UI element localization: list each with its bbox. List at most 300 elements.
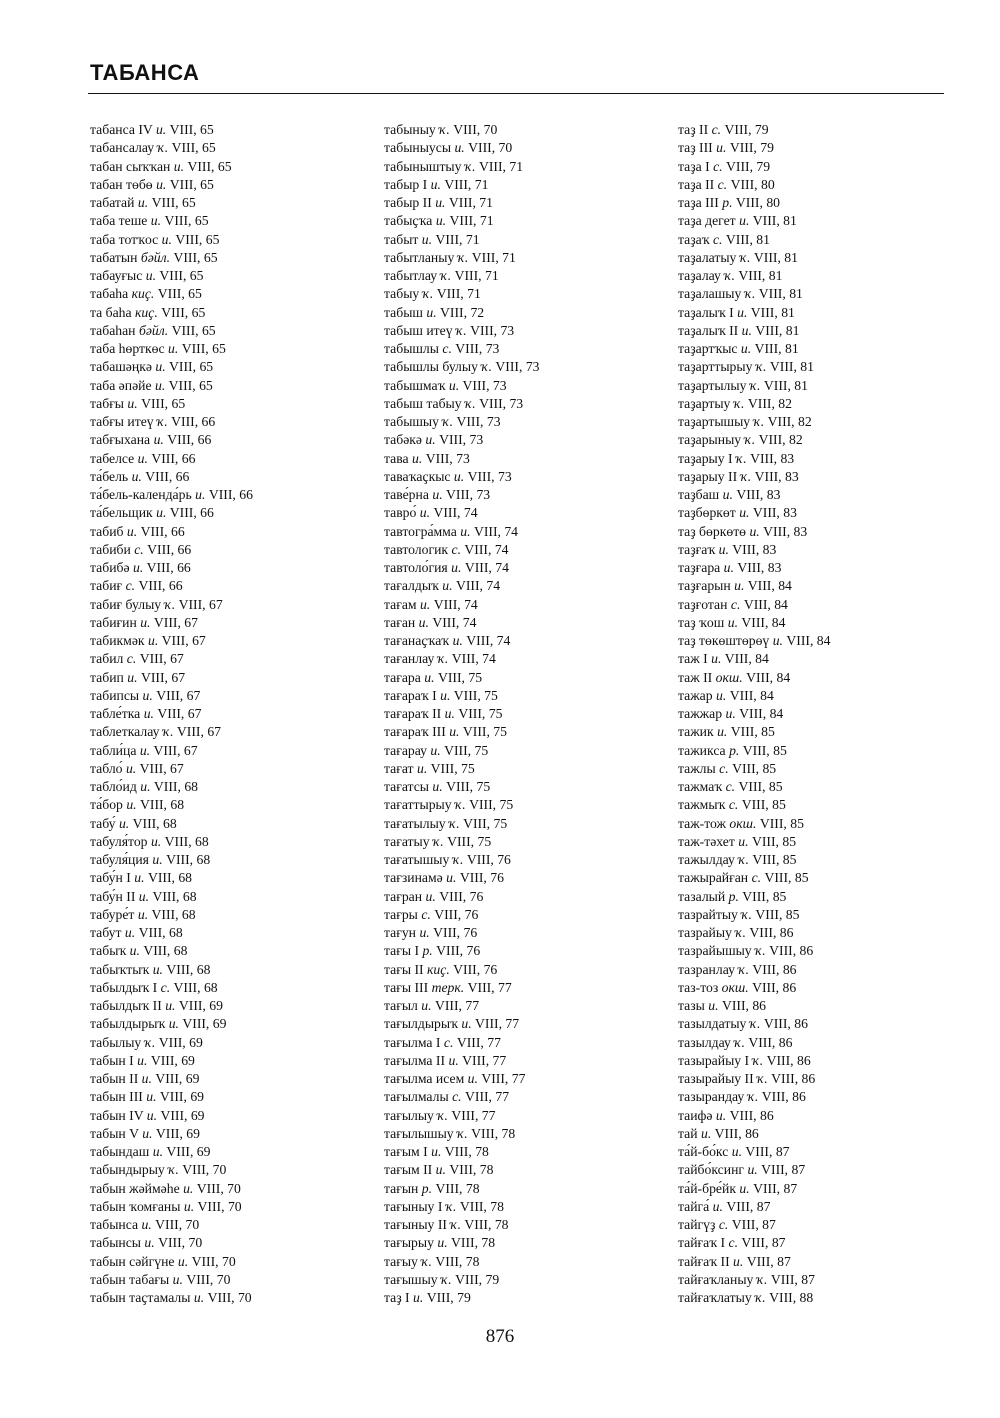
- entry-reference: VIII, 81: [769, 359, 814, 375]
- index-entry: [90, 997, 380, 1015]
- index-entry: [90, 468, 380, 486]
- entry-reference: VIII, 82: [747, 395, 792, 411]
- index-entry: [90, 523, 380, 541]
- index-entry: [90, 395, 380, 413]
- entry-pos-abbr: ҡ.: [753, 414, 765, 429]
- entry-headword: таҙа II: [678, 176, 715, 192]
- index-entry: [384, 632, 674, 650]
- entry-reference: VIII, 86: [729, 1107, 774, 1123]
- index-entry: [90, 979, 380, 997]
- entry-headword: тазрайышыу: [678, 943, 752, 959]
- index-entry: [384, 778, 674, 796]
- entry-reference: VIII, 84: [729, 687, 774, 703]
- entry-reference: VIII, 76: [439, 888, 484, 904]
- entry-pos-abbr: и.: [741, 322, 752, 338]
- index-entry: [384, 1271, 674, 1289]
- entry-pos-abbr: ҡ.: [734, 1034, 745, 1050]
- entry-pos-abbr: ҡ.: [164, 596, 176, 612]
- entry-headword: тава: [384, 450, 409, 466]
- index-entry: [90, 304, 380, 322]
- entry-reference: VIII, 68: [140, 797, 185, 813]
- entry-pos-abbr: и.: [154, 377, 166, 393]
- index-entry: [678, 285, 968, 303]
- index-entry: [384, 1070, 674, 1088]
- index-entry: [90, 760, 380, 778]
- index-entry: [384, 450, 674, 468]
- entry-pos-abbr: ҡ.: [450, 1217, 461, 1232]
- entry-reference: VIII, 86: [721, 998, 767, 1013]
- index-entry: [90, 139, 380, 157]
- index-entry: [90, 1015, 380, 1033]
- index-entry: [678, 833, 968, 851]
- index-entry: [678, 1034, 968, 1052]
- entry-pos-abbr: и.: [140, 779, 151, 794]
- entry-pos-abbr: и.: [152, 1144, 163, 1159]
- entry-headword: табансалау: [90, 140, 155, 156]
- entry-pos-abbr: и.: [127, 669, 138, 685]
- entry-pos-abbr: ҡ.: [157, 140, 169, 156]
- entry-headword: табыныу: [384, 122, 436, 137]
- entry-reference: VIII, 84: [743, 596, 788, 612]
- entry-reference: VIII, 85: [741, 797, 786, 813]
- entry-pos-abbr: и.: [432, 487, 443, 502]
- entry-headword: тазрайтыу: [678, 906, 738, 922]
- entry-reference: VIII, 83: [752, 505, 797, 521]
- entry-reference: VIII, 74: [455, 578, 501, 594]
- entry-pos-abbr: окш.: [729, 815, 757, 831]
- entry-pos-abbr: и.: [155, 359, 166, 375]
- entry-pos-abbr: и.: [449, 724, 460, 740]
- entry-pos-abbr: с.: [452, 1089, 462, 1105]
- entry-pos-abbr: с.: [712, 231, 723, 247]
- index-entry: [90, 358, 380, 376]
- entry-pos-abbr: с.: [751, 870, 762, 886]
- entry-headword: таҙбаш: [678, 487, 720, 502]
- entry-reference: VIII, 65: [169, 122, 214, 137]
- entry-pos-abbr: ҡ.: [724, 268, 735, 283]
- entry-pos-abbr: и.: [118, 815, 130, 831]
- entry-headword: таҙ төкөштөрөү: [678, 633, 770, 648]
- entry-reference: VIII, 87: [770, 1271, 815, 1287]
- index-entry: [384, 1180, 674, 1198]
- entry-pos-abbr: и.: [722, 487, 733, 502]
- entry-reference: VIII, 87: [731, 1217, 776, 1232]
- entry-pos-abbr: окш.: [721, 979, 749, 995]
- entry-pos-abbr: ҡ.: [144, 1034, 156, 1050]
- index-entry: [384, 723, 674, 741]
- index-entry: [678, 139, 968, 157]
- entry-headword: таифә: [678, 1107, 713, 1123]
- entry-headword: табылдыҡ I: [90, 979, 158, 995]
- entry-reference: VIII, 86: [763, 1016, 808, 1032]
- entry-pos-abbr: и.: [152, 852, 163, 867]
- entry-headword: таҙартҡыс: [678, 341, 738, 356]
- entry-headword: табелсе: [90, 450, 135, 466]
- index-entry: [384, 212, 674, 230]
- entry-reference: VIII, 85: [751, 833, 797, 849]
- index-entry: [90, 450, 380, 468]
- entry-headword: табауғыс: [90, 268, 143, 283]
- entry-pos-abbr: и.: [161, 231, 172, 247]
- entry-pos-abbr: ҡ.: [738, 852, 749, 867]
- index-entry: [384, 121, 674, 139]
- index-entry: [384, 815, 674, 833]
- index-entry: [678, 413, 968, 431]
- entry-reference: VIII, 77: [434, 998, 480, 1013]
- entry-headword: табылдырыҡ: [90, 1016, 166, 1032]
- entry-reference: VIII, 82: [767, 414, 812, 429]
- entry-reference: VIII, 78: [471, 1125, 516, 1141]
- entry-pos-abbr: и.: [700, 1125, 712, 1141]
- entry-headword: табындырыу: [90, 1162, 165, 1178]
- index-entry: [90, 486, 380, 504]
- index-entry: [678, 1180, 968, 1198]
- entry-reference: VIII, 73: [467, 468, 512, 484]
- entry-headword: табын II: [90, 1071, 139, 1086]
- index-entry: [384, 1015, 674, 1033]
- entry-reference: VIII, 78: [449, 1162, 494, 1178]
- entry-headword: таз-тоз: [678, 979, 719, 995]
- entry-pos-abbr: и.: [143, 706, 154, 721]
- index-entry: [90, 1234, 380, 1252]
- entry-pos-abbr: бәйл.: [138, 322, 169, 338]
- entry-reference: VIII, 87: [746, 1253, 791, 1269]
- entry-reference: VIII, 70: [182, 1162, 227, 1178]
- entry-pos-abbr: и.: [740, 341, 752, 356]
- index-entry: [90, 650, 380, 668]
- entry-headword: таж II: [678, 669, 713, 685]
- entry-pos-abbr: ҡ.: [445, 1198, 457, 1214]
- index-entry: [384, 249, 674, 267]
- entry-reference: VIII, 70: [155, 1217, 200, 1232]
- entry-headword: тағын: [384, 1180, 419, 1196]
- entry-headword: тазылдау: [678, 1034, 731, 1050]
- entry-pos-abbr: и.: [168, 1016, 179, 1032]
- entry-headword: тағылмалы: [384, 1089, 449, 1105]
- entry-pos-abbr: бәйл.: [140, 249, 171, 265]
- entry-headword: табын табағы: [90, 1271, 170, 1287]
- entry-headword: тазрайыу: [678, 925, 732, 940]
- entry-reference: VIII, 86: [752, 979, 797, 995]
- entry-headword: тайғаҡ I: [678, 1235, 726, 1251]
- entry-reference: VIII, 65: [173, 249, 218, 265]
- index-entry: [678, 596, 968, 614]
- entry-headword: тағалдыҡ: [384, 578, 439, 594]
- entry-pos-abbr: р.: [421, 1180, 433, 1196]
- entry-reference: VIII, 71: [449, 213, 494, 229]
- index-entry: [90, 504, 380, 522]
- entry-headword: таве́рна: [384, 487, 429, 502]
- entry-pos-abbr: и.: [467, 1071, 478, 1086]
- entry-headword: табыш итеү: [384, 322, 453, 338]
- index-entry: [90, 1125, 380, 1143]
- entry-pos-abbr: с.: [443, 1034, 454, 1050]
- entry-reference: VIII, 83: [732, 541, 777, 557]
- index-entry: [678, 176, 968, 194]
- entry-reference: VIII, 69: [178, 998, 223, 1013]
- entry-reference: VIII, 85: [752, 852, 797, 867]
- entry-reference: VIII, 65: [171, 140, 216, 156]
- index-entry: [90, 1070, 380, 1088]
- entry-pos-abbr: и.: [431, 1144, 442, 1159]
- index-entry: [678, 1143, 968, 1161]
- entry-headword: таҙғотан: [678, 596, 728, 612]
- entry-pos-abbr: и.: [737, 304, 748, 320]
- index-entry: [90, 559, 380, 577]
- entry-headword: табышлы: [384, 341, 439, 356]
- entry-pos-abbr: и.: [129, 943, 140, 959]
- entry-headword: тағатылыу: [384, 815, 446, 831]
- entry-headword: тағыу: [384, 1253, 418, 1269]
- entry-reference: VIII, 67: [161, 633, 206, 648]
- index-entry: [384, 760, 674, 778]
- entry-headword: таба һөрткөс: [90, 341, 165, 356]
- index-entry: [90, 322, 380, 340]
- entry-pos-abbr: и.: [717, 724, 728, 740]
- index-entry: [384, 705, 674, 723]
- entry-reference: VIII, 70: [453, 122, 498, 137]
- index-entry: [90, 158, 380, 176]
- entry-pos-abbr: и.: [150, 213, 162, 229]
- entry-reference: VIII, 65: [157, 286, 202, 302]
- entry-headword: тағарау: [384, 742, 427, 758]
- entry-headword: тағараҡ I: [384, 687, 437, 703]
- entry-headword: тағым I: [384, 1144, 428, 1159]
- entry-headword: тавро́: [384, 505, 417, 521]
- entry-reference: VIII, 66: [138, 578, 183, 594]
- entry-pos-abbr: и.: [440, 687, 451, 703]
- entry-pos-abbr: и.: [147, 633, 159, 648]
- index-entry: [90, 942, 380, 960]
- entry-headword: табын жәймәһе: [90, 1180, 180, 1196]
- entry-pos-abbr: и.: [153, 432, 164, 448]
- entry-headword: таҙарыныу: [678, 432, 742, 448]
- entry-headword: табиб: [90, 523, 124, 539]
- entry-reference: VIII, 79: [426, 1290, 471, 1305]
- entry-pos-abbr: и.: [142, 687, 153, 703]
- entry-headword: табипсы: [90, 687, 140, 703]
- entry-reference: VIII, 80: [730, 176, 775, 192]
- entry-reference: VIII, 81: [758, 286, 803, 302]
- entry-reference: VIII, 74: [464, 541, 509, 557]
- entry-pos-abbr: ҡ.: [465, 395, 476, 411]
- index-entry: [384, 596, 674, 614]
- entry-reference: VIII, 69: [166, 1144, 211, 1159]
- entry-headword: таблеткалау: [90, 724, 160, 740]
- entry-pos-abbr: ҡ.: [733, 395, 745, 411]
- entry-headword: тазранлау: [678, 961, 735, 977]
- entry-pos-abbr: и.: [141, 1217, 152, 1232]
- entry-pos-abbr: и.: [137, 450, 148, 466]
- entry-pos-abbr: и.: [448, 1052, 459, 1068]
- entry-headword: та́й-бре́йк: [678, 1180, 736, 1196]
- entry-pos-abbr: с.: [421, 906, 431, 922]
- entry-headword: табыҫҡа: [384, 213, 433, 229]
- entry-headword: тазалый: [678, 888, 726, 904]
- entry-pos-abbr: окш.: [715, 669, 743, 685]
- entry-headword: таҙарттырыу: [678, 359, 753, 375]
- entry-reference: VIII, 67: [156, 687, 201, 703]
- entry-reference: VIII, 85: [742, 888, 787, 904]
- index-entry: [678, 614, 968, 632]
- entry-pos-abbr: и.: [425, 432, 436, 448]
- entry-reference: VIII, 83: [737, 560, 782, 575]
- entry-pos-abbr: и.: [420, 596, 431, 612]
- index-entry: [90, 577, 380, 595]
- entry-reference: VIII, 67: [176, 724, 222, 740]
- entry-pos-abbr: и.: [739, 1180, 750, 1196]
- entry-pos-abbr: ҡ.: [740, 468, 752, 484]
- entry-pos-abbr: ҡ.: [440, 268, 452, 283]
- entry-headword: та́бор: [90, 797, 123, 813]
- entry-pos-abbr: с.: [730, 596, 741, 612]
- entry-headword: тазылдатыу: [678, 1016, 747, 1032]
- entry-headword: тағзинамә: [384, 870, 443, 886]
- entry-headword: тағылышыу: [384, 1125, 454, 1141]
- index-entry: [678, 924, 968, 942]
- entry-reference: VIII, 86: [766, 1052, 811, 1068]
- entry-pos-abbr: р.: [422, 943, 433, 959]
- entry-pos-abbr: и.: [727, 614, 738, 630]
- entry-reference: VIII, 70: [197, 1198, 242, 1214]
- entry-pos-abbr: и.: [131, 468, 142, 484]
- entry-reference: VIII, 86: [714, 1125, 759, 1141]
- index-entry: [384, 468, 674, 486]
- entry-reference: VIII, 68: [164, 833, 209, 849]
- entry-pos-abbr: и.: [138, 888, 150, 904]
- index-entry: [384, 1088, 674, 1106]
- entry-reference: VIII, 65: [161, 304, 206, 320]
- entry-reference: VIII, 73: [439, 432, 484, 448]
- entry-reference: VIII, 81: [750, 304, 795, 320]
- entry-reference: VIII, 87: [761, 1162, 806, 1178]
- index-entry: [678, 815, 968, 833]
- index-entry: [384, 906, 674, 924]
- entry-reference: VIII, 77: [467, 979, 512, 995]
- entry-headword: табаһа: [90, 286, 129, 302]
- entry-reference: VIII, 76: [436, 943, 481, 959]
- index-entry: [384, 431, 674, 449]
- entry-pos-abbr: киҫ.: [135, 304, 158, 320]
- index-entry: [678, 1070, 968, 1088]
- entry-pos-abbr: и.: [137, 1052, 148, 1068]
- entry-pos-abbr: ҡ.: [464, 158, 476, 174]
- entry-reference: VIII, 65: [187, 158, 232, 174]
- entry-headword: таҙарыу II: [678, 468, 738, 484]
- entry-headword: тажик: [678, 724, 714, 740]
- entry-pos-abbr: с.: [728, 1235, 738, 1251]
- entry-reference: VIII, 75: [447, 833, 492, 849]
- index-entry: [384, 377, 674, 395]
- index-entry: [384, 322, 674, 340]
- entry-pos-abbr: и.: [712, 1198, 723, 1214]
- index-entry: [90, 723, 380, 741]
- entry-headword: тағым II: [384, 1162, 433, 1178]
- entry-headword: таҙбөркөт: [678, 505, 736, 521]
- entry-headword: табикмәк: [90, 633, 145, 648]
- entry-reference: VIII, 67: [139, 760, 184, 776]
- index-entry: [90, 924, 380, 942]
- entry-headword: табын V: [90, 1125, 139, 1141]
- entry-headword: тағыл: [384, 998, 418, 1013]
- entry-reference: VIII, 66: [147, 541, 192, 557]
- entry-headword: таҙалатыу: [678, 249, 737, 265]
- entry-reference: VIII, 87: [753, 1180, 798, 1196]
- index-entry: [90, 1107, 380, 1125]
- entry-reference: VIII, 73: [455, 341, 500, 356]
- entry-headword: табыныусы: [384, 140, 452, 156]
- entry-reference: VIII, 79: [729, 140, 774, 156]
- entry-reference: VIII, 77: [481, 1071, 526, 1086]
- entry-reference: VIII, 86: [752, 961, 797, 977]
- entry-pos-abbr: с.: [711, 122, 722, 137]
- entry-headword: тавтологик: [384, 541, 449, 557]
- entry-pos-abbr: и.: [725, 706, 736, 721]
- index-entry: [678, 942, 968, 960]
- entry-pos-abbr: с.: [728, 797, 739, 813]
- entry-pos-abbr: и.: [442, 578, 453, 594]
- index-entry: [678, 888, 968, 906]
- index-entry: [90, 249, 380, 267]
- index-entry: [678, 322, 968, 340]
- entry-pos-abbr: и.: [183, 1198, 195, 1214]
- entry-headword: тажырайған: [678, 870, 749, 886]
- entry-headword: тағылма исем: [384, 1071, 465, 1086]
- entry-pos-abbr: и.: [412, 450, 423, 466]
- entry-reference: VIII, 85: [732, 760, 777, 776]
- index-entry: [90, 778, 380, 796]
- index-entry: [384, 1234, 674, 1252]
- index-entry: [678, 851, 968, 869]
- entry-reference: VIII, 68: [166, 961, 211, 977]
- entry-headword: табиғин: [90, 614, 137, 630]
- entry-headword: табғы: [90, 395, 124, 411]
- index-entry: [384, 869, 674, 887]
- entry-headword: табытлау: [384, 268, 438, 283]
- entry-reference: VIII, 77: [456, 1034, 501, 1050]
- entry-headword: табыш: [384, 304, 423, 320]
- entry-reference: VIII, 74: [433, 505, 478, 521]
- entry-headword: тайғаҡлатыу: [678, 1290, 752, 1305]
- index-entry: [678, 906, 968, 924]
- index-entry: [90, 121, 380, 139]
- entry-reference: VIII, 68: [152, 888, 197, 904]
- index-entry: [678, 778, 968, 796]
- entry-reference: VIII, 75: [446, 779, 491, 794]
- entry-pos-abbr: и.: [137, 195, 149, 210]
- entry-reference: VIII, 68: [138, 925, 183, 940]
- index-entry: [678, 504, 968, 522]
- entry-pos-abbr: и.: [716, 140, 727, 156]
- index-entry: [678, 723, 968, 741]
- entry-headword: та́бель-календа́рь: [90, 487, 192, 502]
- entry-headword: таҙ ҡош: [678, 614, 725, 630]
- index-entry: [384, 504, 674, 522]
- entry-pos-abbr: с.: [719, 760, 729, 776]
- entry-reference: VIII, 65: [181, 341, 226, 356]
- entry-pos-abbr: ҡ.: [736, 450, 747, 466]
- entry-reference: VIII, 73: [425, 450, 470, 466]
- entry-reference: VIII, 68: [166, 852, 211, 867]
- index-column-2: [384, 121, 674, 1307]
- running-head: ТАБАНСА: [90, 60, 200, 85]
- entry-headword: табло́ид: [90, 779, 137, 794]
- entry-headword: таҙалыҡ I: [678, 304, 734, 320]
- entry-headword: табын сәйгүне: [90, 1253, 175, 1269]
- index-entry: [90, 1253, 380, 1271]
- entry-headword: табыр II: [384, 195, 432, 210]
- entry-reference: VIII, 65: [169, 359, 214, 375]
